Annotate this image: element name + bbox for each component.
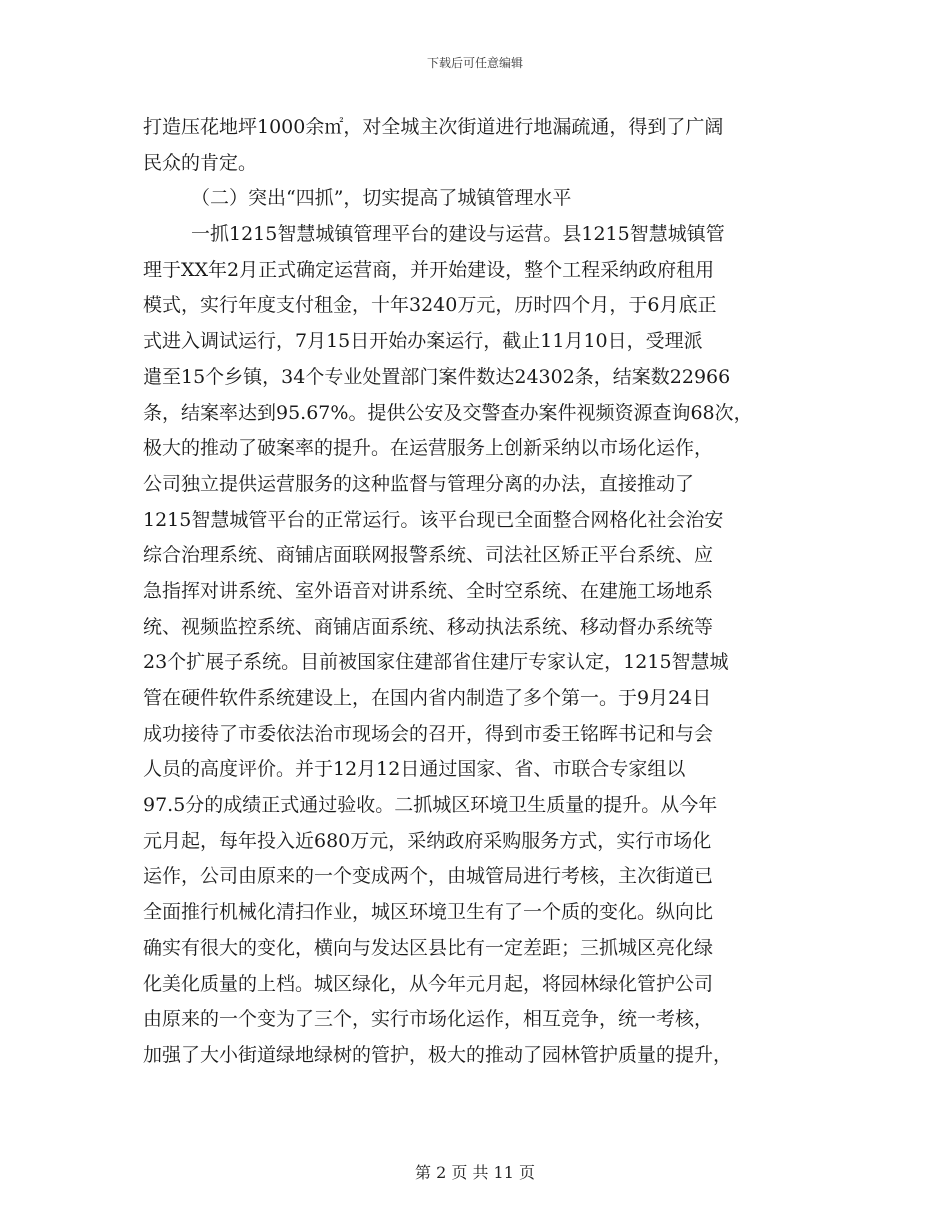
body-line: 管在硬件软件系统建设上，在国内省内制造了多个第一。于9月24日 [143, 687, 712, 709]
body-line: 模式，实行年度支付租金，十年3240万元，历时四个月，于6月底正 [143, 294, 717, 317]
body-line: 条，结案率达到95.67%。提供公安及交警查办案件视频资源查询68次， [143, 401, 753, 424]
body-line: 运作，公司由原来的一个变成两个，由城管局进行考核，主次街道已 [143, 865, 714, 888]
body-line: 理于XX年2月正式确定运营商，并开始建设，整个工程采纳政府租用 [143, 258, 715, 281]
body-line: 极大的推动了破案率的提升。在运营服务上创新采纳以市场化运作， [143, 437, 714, 460]
body-line: 式进入调试运行，7月15日开始办案运行，截止11月10日，受理派 [143, 330, 703, 353]
body-line: 统、视频监控系统、商铺店面系统、移动执法系统、移动督办系统等 [143, 615, 714, 638]
body-line: 公司独立提供运营服务的这种监督与管理分离的办法，直接推动了 [143, 472, 695, 495]
body-line: 化美化质量的上档。城区绿化，从今年元月起，将园林绿化管护公司 [143, 972, 714, 995]
body-line: 民众的肯定。 [143, 151, 258, 174]
body-line: 综合治理系统、商铺店面联网报警系统、司法社区矫正平台系统、应 [143, 544, 714, 567]
body-line: 人员的高度评价。并于12月12日通过国家、省、市联合专家组以 [143, 758, 686, 781]
body-line: 全面推行机械化清扫作业，城区环境卫生有了一个质的变化。纵向比 [143, 901, 714, 924]
body-line: 遣至15个乡镇，34个专业处置部门案件数达24302条，结案数22966 [143, 365, 731, 388]
body-line: 23个扩展子系统。目前被国家住建部省住建厅专家认定，1215智慧城 [143, 651, 729, 674]
page-header: 下载后可任意编辑 [426, 56, 523, 70]
document-body [143, 110, 823, 1074]
page-number-footer: 第 2 页 共 11 页 [415, 1163, 535, 1182]
body-line: 97.5分的成绩正式通过验收。二抓城区环境卫生质量的提升。从今年 [143, 794, 718, 817]
body-line: 元月起，每年投入近680万元，采纳政府采购服务方式，实行市场化 [143, 829, 712, 852]
body-line: 急指挥对讲系统、室外语音对讲系统、全时空系统、在建施工场地系 [143, 579, 714, 602]
body-line: 确实有很大的变化，横向与发达区县比有一定差距；三抓城区亮化绿 [143, 936, 714, 959]
section-heading: （二）突出“四抓”，切实提高了城镇管理水平 [191, 187, 572, 210]
body-line: 加强了大小街道绿地绿树的管护，极大的推动了园林管护质量的提升， [143, 1043, 733, 1066]
body-line: 打造压花地坪1000余㎡，对全城主次街道进行地漏疏通，得到了广阔 [143, 116, 724, 138]
body-line: 成功接待了市委依法治市现场会的召开，得到市委王铭晖书记和与会 [143, 722, 714, 745]
body-line: 1215智慧城管平台的正常运行。该平台现已全面整合网格化社会治安 [143, 508, 724, 531]
body-line: 由原来的一个变为了三个，实行市场化运作，相互竞争，统一考核， [143, 1008, 714, 1031]
body-line: 一抓1215智慧城镇管理平台的建设与运营。县1215智慧城镇管 [191, 223, 725, 246]
